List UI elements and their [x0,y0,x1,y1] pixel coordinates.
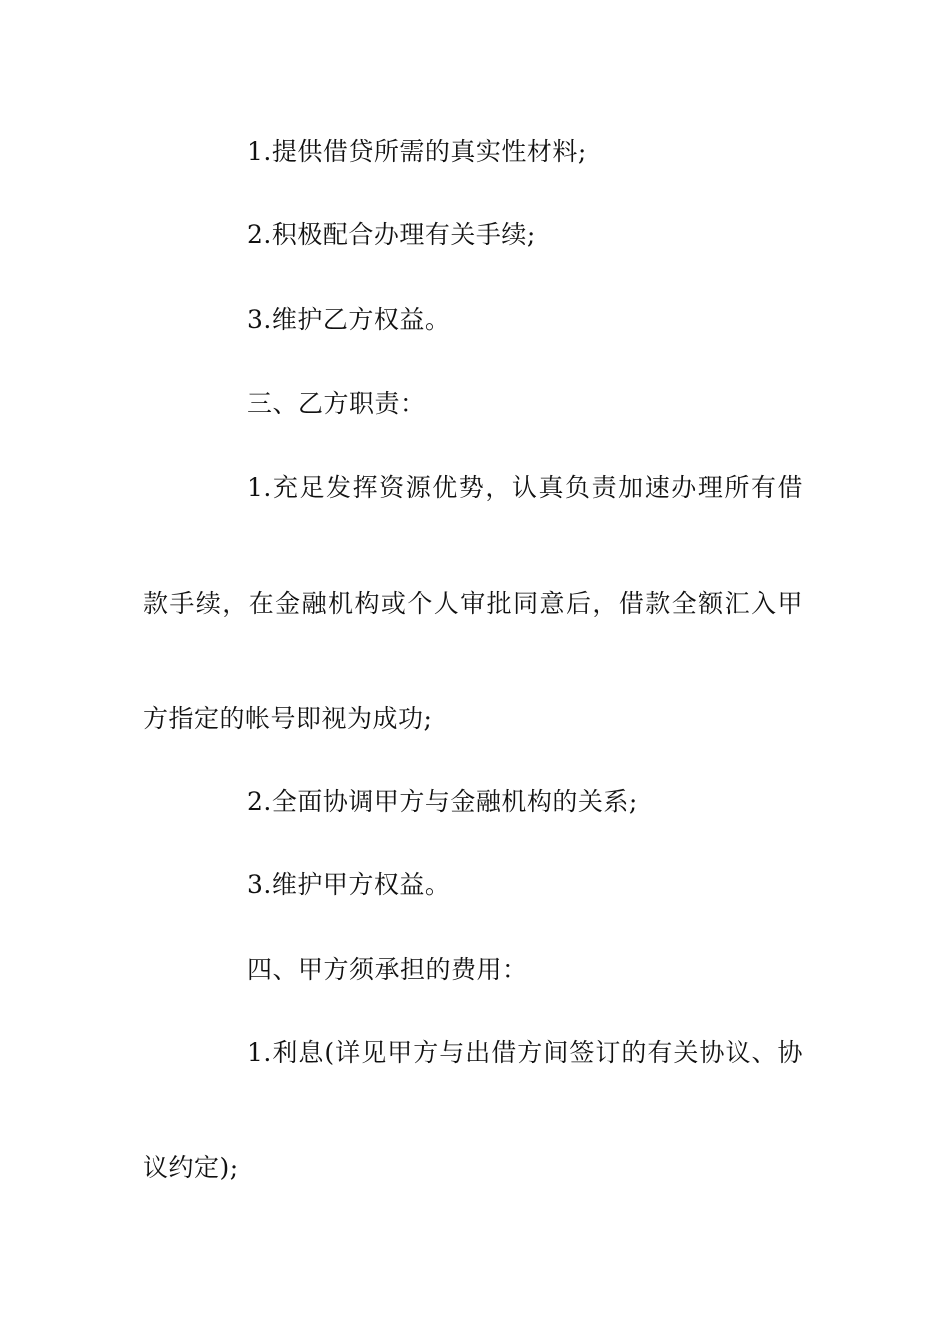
party-a-duty-1: 1.提供借贷所需的真实性材料; [247,137,587,166]
party-b-duty-1-line-3: 方指定的帐号即视为成功; [143,704,433,733]
party-a-duty-3: 3.维护乙方权益。 [247,305,451,334]
fee-item-1-line-2: 议约定); [143,1153,239,1182]
party-a-duty-2: 2.积极配合办理有关手续; [247,220,536,249]
party-b-duty-1-line-2: 款手续，在金融机构或个人审批同意后，借款全额汇入甲 [143,589,803,618]
section-heading-party-b-duties: 三、乙方职责： [247,389,426,418]
party-b-duty-3: 3.维护甲方权益。 [247,870,451,899]
section-heading-party-a-fees: 四、甲方须承担的费用： [247,955,528,984]
fee-item-1-line-1: 1.利息(详见甲方与出借方间签订的有关协议、协 [247,1038,803,1067]
party-b-duty-2: 2.全面协调甲方与金融机构的关系; [247,787,638,816]
party-b-duty-1-line-1: 1.充足发挥资源优势，认真负责加速办理所有借 [247,473,803,502]
